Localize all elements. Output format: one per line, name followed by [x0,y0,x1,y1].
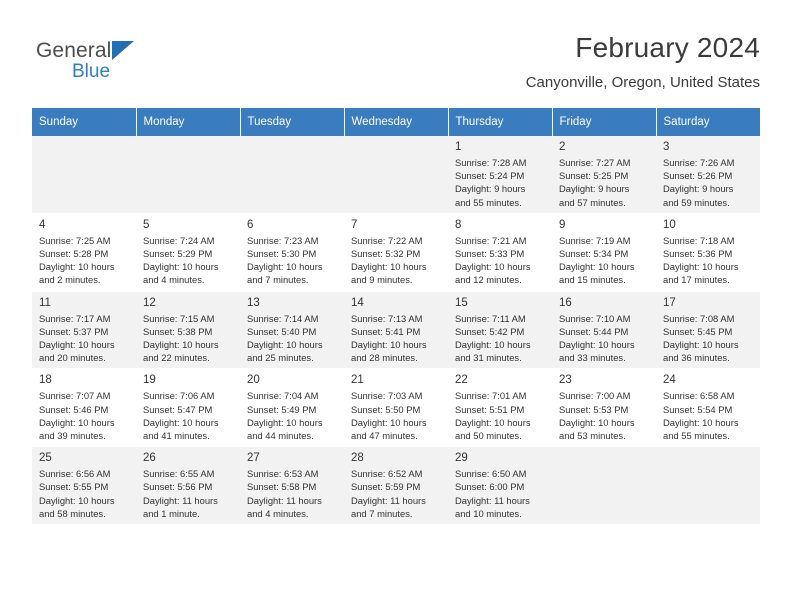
calendar-day-info-line: Daylight: 10 hours [247,261,323,273]
calendar-day-number: 22 [455,374,468,387]
calendar-day-info-line: and 44 minutes. [247,430,314,442]
calendar-day-info-line: Sunset: 5:30 PM [247,248,317,260]
calendar-day-cell [656,136,760,213]
calendar-day-cell [344,213,448,291]
calendar-day-number: 23 [559,374,572,387]
calendar-day-info-line: Daylight: 10 hours [559,261,635,273]
calendar-day-cell [240,291,344,369]
calendar-day-info-line: Daylight: 10 hours [663,416,739,428]
calendar-day-empty [344,136,448,213]
calendar-day-info-line: Daylight: 10 hours [39,339,115,351]
calendar-day-info-line: Daylight: 9 hours [663,183,734,195]
calendar-day-info-line: Sunrise: 7:00 AM [559,390,631,402]
calendar-day-info-line: Sunrise: 7:25 AM [39,234,111,246]
calendar-day-info-line: Daylight: 10 hours [247,416,323,428]
calendar-day-info-line: and 15 minutes. [559,274,626,286]
calendar-day-empty [32,136,136,213]
page-title: February 2024 [575,32,760,63]
calendar-day-info-line: Sunrise: 6:52 AM [351,468,423,480]
calendar-day-info-line: Sunset: 5:58 PM [247,481,317,493]
calendar-day-number: 10 [663,218,676,231]
logo-triangle-icon [112,41,134,60]
calendar-day-info-line: Daylight: 10 hours [143,261,219,273]
calendar-day-number: 20 [247,374,260,387]
page-subtitle-location: Canyonville, Oregon, United States [525,74,760,91]
calendar-day-info-line: Sunset: 5:44 PM [559,325,629,337]
calendar-day-number: 9 [559,218,566,231]
calendar-day-info-line: Daylight: 10 hours [455,261,531,273]
calendar-day-info-line: Sunset: 5:54 PM [663,403,733,415]
calendar-day-info-line: Sunset: 5:41 PM [351,325,421,337]
calendar-day-info-line: and 22 minutes. [143,352,210,364]
calendar-day-info-line: Sunset: 5:55 PM [39,481,109,493]
calendar-day-number: 13 [247,296,260,309]
calendar-day-cell [136,291,240,369]
calendar-day-cell [448,291,552,369]
calendar-day-info-line: and 36 minutes. [663,352,730,364]
calendar-day-info-line: Sunset: 5:29 PM [143,248,213,260]
calendar-day-info-line: Sunrise: 7:03 AM [351,390,423,402]
calendar-day-number: 18 [39,374,52,387]
calendar-day-info-line: Daylight: 9 hours [455,183,526,195]
calendar-day-number: 1 [455,141,462,153]
calendar-day-number: 2 [559,141,566,153]
calendar-day-info-line: Sunrise: 7:22 AM [351,234,423,246]
calendar-day-cell [32,447,136,525]
calendar-day-info-line: Sunrise: 7:04 AM [247,390,319,402]
calendar-day-info-line: Sunrise: 7:17 AM [39,312,111,324]
calendar-day-info-line: Daylight: 11 hours [247,494,322,506]
calendar-day-cell [32,213,136,291]
calendar-day-info-line: Sunset: 5:59 PM [351,481,421,493]
calendar-day-info-line: and 4 minutes. [247,507,309,519]
calendar-week-row [32,213,760,291]
calendar-day-cell [136,213,240,291]
calendar-day-cell [552,369,656,447]
calendar-day-number: 14 [351,296,364,309]
calendar-day-number: 8 [455,218,462,231]
calendar-day-cell [448,136,552,213]
weekday-header-wednesday: Wednesday [344,108,448,136]
calendar-day-info-line: Sunrise: 6:58 AM [663,390,735,402]
calendar-day-number: 27 [247,452,260,465]
calendar-day-number: 15 [455,296,468,309]
calendar-day-number: 16 [559,296,572,309]
weekday-header-friday: Friday [552,108,656,136]
calendar-day-info-line: Sunrise: 7:28 AM [455,157,527,168]
calendar-day-info-line: and 53 minutes. [559,430,626,442]
calendar-day-number: 29 [455,452,468,465]
calendar-day-number: 6 [247,218,254,231]
sunrise-sunset-calendar [32,108,760,525]
calendar-day-info-line: Sunset: 5:37 PM [39,325,109,337]
calendar-day-number: 3 [663,141,670,153]
weekday-header-monday: Monday [136,108,240,136]
calendar-day-info-line: Sunrise: 7:11 AM [455,312,526,324]
calendar-week-row [32,369,760,447]
calendar-day-info-line: Daylight: 10 hours [351,416,427,428]
calendar-day-cell [136,447,240,525]
weekday-header-tuesday: Tuesday [240,108,344,136]
calendar-day-info-line: and 41 minutes. [143,430,210,442]
calendar-day-info-line: and 7 minutes. [351,507,413,519]
calendar-day-info-line: Daylight: 10 hours [455,339,531,351]
calendar-day-info-line: Sunrise: 7:24 AM [143,234,215,246]
calendar-day-number: 24 [663,374,676,387]
calendar-day-info-line: and 12 minutes. [455,274,522,286]
calendar-day-info-line: Sunset: 5:38 PM [143,325,213,337]
calendar-day-info-line: Sunrise: 7:15 AM [143,312,215,324]
calendar-day-info-line: Sunset: 5:24 PM [455,170,525,182]
calendar-day-info-line: and 59 minutes. [663,196,730,208]
calendar-day-number: 4 [39,218,46,231]
calendar-day-info-line: Sunset: 5:46 PM [39,403,109,415]
calendar-day-info-line: Daylight: 10 hours [39,261,115,273]
calendar-day-cell [552,213,656,291]
calendar-day-cell [344,291,448,369]
calendar-day-info-line: Sunrise: 7:19 AM [559,234,631,246]
calendar-day-number: 25 [39,452,52,465]
calendar-day-info-line: Sunset: 5:42 PM [455,325,525,337]
calendar-day-info-line: and 33 minutes. [559,352,626,364]
calendar-day-info-line: Sunset: 5:56 PM [143,481,213,493]
calendar-day-cell [344,369,448,447]
calendar-day-number: 5 [143,218,150,231]
calendar-day-info-line: Daylight: 9 hours [559,183,630,195]
calendar-day-info-line: and 39 minutes. [39,430,106,442]
calendar-day-empty [136,136,240,213]
calendar-day-info-line: Sunset: 5:51 PM [455,403,525,415]
calendar-day-info-line: Daylight: 10 hours [143,339,219,351]
calendar-day-info-line: Sunrise: 7:07 AM [39,390,111,402]
calendar-day-info-line: Daylight: 10 hours [39,416,115,428]
calendar-day-info-line: and 2 minutes. [39,274,101,286]
calendar-day-info-line: Sunset: 5:26 PM [663,170,733,182]
calendar-day-number: 28 [351,452,364,465]
calendar-day-info-line: and 20 minutes. [39,352,106,364]
calendar-day-info-line: Sunrise: 7:27 AM [559,157,631,168]
calendar-day-info-line: Daylight: 11 hours [455,494,530,506]
calendar-day-cell [240,369,344,447]
weekday-header-saturday: Saturday [656,108,760,136]
calendar-day-info-line: Sunset: 5:50 PM [351,403,421,415]
calendar-day-info-line: Sunset: 5:34 PM [559,248,629,260]
calendar-day-info-line: Sunset: 5:53 PM [559,403,629,415]
calendar-day-cell [656,291,760,369]
calendar-day-number: 21 [351,374,364,387]
page-header [32,28,760,100]
calendar-day-info-line: Sunrise: 6:55 AM [143,468,215,480]
calendar-day-info-line: Sunset: 5:45 PM [663,325,733,337]
calendar-day-info-line: and 4 minutes. [143,274,205,286]
calendar-day-cell [240,447,344,525]
calendar-day-info-line: and 57 minutes. [559,196,626,208]
calendar-day-info-line: and 55 minutes. [663,430,730,442]
calendar-day-info-line: Sunrise: 7:06 AM [143,390,215,402]
calendar-day-info-line: and 9 minutes. [351,274,413,286]
logo-text-blue: Blue [72,61,111,82]
calendar-day-info-line: Sunrise: 7:14 AM [247,312,319,324]
calendar-day-cell [240,213,344,291]
calendar-day-cell [448,369,552,447]
calendar-day-info-line: Daylight: 11 hours [351,494,426,506]
calendar-day-info-line: Sunrise: 7:18 AM [663,234,735,246]
calendar-day-number: 7 [351,218,358,231]
calendar-day-number: 26 [143,452,156,465]
calendar-day-info-line: Daylight: 10 hours [143,416,219,428]
calendar-day-info-line: Daylight: 10 hours [247,339,323,351]
calendar-day-info-line: Sunrise: 7:10 AM [559,312,631,324]
calendar-day-cell [32,369,136,447]
calendar-day-info-line: and 28 minutes. [351,352,418,364]
calendar-day-cell [344,447,448,525]
calendar-day-info-line: Sunset: 5:25 PM [559,170,629,182]
calendar-day-number: 12 [143,296,156,309]
calendar-day-info-line: Sunrise: 6:50 AM [455,468,527,480]
calendar-week-row [32,136,760,213]
calendar-day-info-line: and 47 minutes. [351,430,418,442]
calendar-week-row [32,291,760,369]
calendar-day-info-line: Daylight: 10 hours [351,339,427,351]
calendar-day-info-line: Sunset: 5:33 PM [455,248,525,260]
calendar-day-info-line: Daylight: 10 hours [351,261,427,273]
calendar-day-cell [656,369,760,447]
calendar-week-row [32,447,760,525]
calendar-day-info-line: Sunrise: 7:13 AM [351,312,423,324]
calendar-day-empty [552,447,656,525]
calendar-day-info-line: Sunset: 6:00 PM [455,481,525,493]
calendar-day-info-line: and 50 minutes. [455,430,522,442]
calendar-day-info-line: Daylight: 10 hours [559,416,635,428]
calendar-day-cell [552,291,656,369]
weekday-header-thursday: Thursday [448,108,552,136]
calendar-day-info-line: Sunrise: 7:23 AM [247,234,319,246]
calendar-day-info-line: Sunset: 5:47 PM [143,403,213,415]
calendar-day-info-line: Sunset: 5:36 PM [663,248,733,260]
calendar-body [32,136,760,525]
weekday-header-sunday: Sunday [32,108,136,136]
calendar-day-info-line: and 31 minutes. [455,352,522,364]
calendar-day-info-line: Daylight: 10 hours [663,339,739,351]
calendar-day-info-line: and 58 minutes. [39,507,106,519]
calendar-day-info-line: and 1 minute. [143,507,200,519]
calendar-day-cell [32,291,136,369]
weekday-header-row [32,108,760,136]
calendar-day-empty [240,136,344,213]
calendar-day-info-line: Sunset: 5:28 PM [39,248,109,260]
calendar-day-info-line: Daylight: 10 hours [663,261,739,273]
calendar-day-info-line: Sunrise: 7:26 AM [663,157,735,168]
calendar-day-cell [552,136,656,213]
calendar-day-info-line: Sunset: 5:40 PM [247,325,317,337]
calendar-day-number: 17 [663,296,676,309]
calendar-day-cell [136,369,240,447]
calendar-day-info-line: Daylight: 11 hours [143,494,218,506]
calendar-day-info-line: Sunrise: 6:53 AM [247,468,319,480]
calendar-day-info-line: Sunrise: 6:56 AM [39,468,111,480]
calendar-day-info-line: Sunset: 5:49 PM [247,403,317,415]
logo-text-general: General [36,39,112,62]
calendar-day-cell [448,447,552,525]
calendar-day-number: 19 [143,374,156,387]
calendar-day-number: 11 [39,296,51,309]
calendar-day-info-line: Daylight: 10 hours [39,494,115,506]
calendar-day-info-line: Sunset: 5:32 PM [351,248,421,260]
general-blue-logo [36,40,216,81]
calendar-day-info-line: and 7 minutes. [247,274,309,286]
calendar-day-info-line: Sunrise: 7:08 AM [663,312,735,324]
calendar-day-info-line: and 25 minutes. [247,352,314,364]
calendar-day-info-line: and 55 minutes. [455,196,522,208]
calendar-day-info-line: Sunrise: 7:01 AM [455,390,527,402]
calendar-day-empty [656,447,760,525]
calendar-day-info-line: Daylight: 10 hours [455,416,531,428]
calendar-day-info-line: Sunrise: 7:21 AM [455,234,527,246]
calendar-day-cell [448,213,552,291]
calendar-day-info-line: and 17 minutes. [663,274,730,286]
calendar-day-info-line: and 10 minutes. [455,507,522,519]
calendar-day-cell [656,213,760,291]
calendar-day-info-line: Daylight: 10 hours [559,339,635,351]
